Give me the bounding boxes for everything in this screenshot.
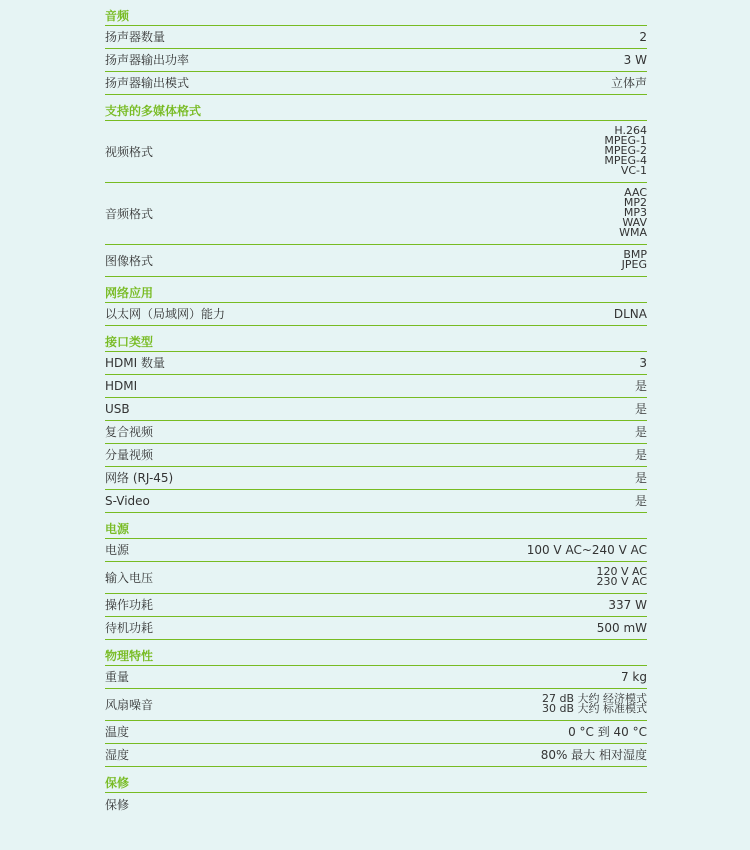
- spec-value: [542, 694, 647, 714]
- spec-value-line: 100 V AC~240 V AC: [526, 543, 647, 557]
- spec-label: 视频格式: [105, 144, 154, 159]
- spec-value: [639, 352, 647, 374]
- spec-row: [105, 245, 647, 277]
- spec-row: [105, 421, 647, 444]
- spec-label: 分量视频: [105, 448, 154, 462]
- spec-value: [635, 398, 647, 420]
- spec-value: [635, 421, 647, 443]
- spec-value: [611, 72, 647, 94]
- spec-label: 湿度: [105, 748, 130, 762]
- spec-value-line: 230 V AC: [596, 575, 647, 588]
- spec-value: [635, 490, 647, 512]
- spec-row: [105, 72, 647, 95]
- spec-label: 扬声器输出模式: [105, 76, 190, 90]
- spec-label: 操作功耗: [105, 598, 154, 612]
- spec-label: 扬声器输出功率: [105, 53, 190, 67]
- spec-value-line: H.264: [614, 124, 647, 137]
- spec-value-line: 是: [634, 448, 647, 462]
- spec-value: [604, 126, 647, 176]
- spec-value-line: 30 dB 大约 标准模式: [541, 702, 647, 715]
- spec-value-line: 7 kg: [620, 670, 647, 684]
- spec-row: [105, 375, 647, 398]
- spec-row: [105, 121, 647, 183]
- spec-value-line: MP2: [623, 196, 647, 209]
- spec-row: [105, 303, 647, 326]
- spec-value-line: BMP: [623, 248, 647, 261]
- spec-value-line: WMA: [619, 226, 647, 239]
- spec-value-line: 是: [634, 494, 647, 508]
- spec-row: [105, 49, 647, 72]
- spec-value-line: 80% 最大 相对湿度: [540, 748, 647, 762]
- spec-value: [635, 467, 647, 489]
- spec-value-line: 是: [634, 425, 647, 439]
- spec-value-line: VC-1: [620, 164, 647, 177]
- spec-value: [639, 26, 647, 48]
- spec-label: HDMI: [105, 379, 138, 393]
- section-title: 物理特性: [105, 640, 647, 666]
- spec-row: [105, 444, 647, 467]
- spec-value-line: MPEG-1: [604, 134, 647, 147]
- spec-value-line: 是: [634, 471, 647, 485]
- spec-value: [608, 594, 647, 616]
- spec-value-line: MPEG-2: [604, 144, 647, 157]
- spec-value-line: 27 dB 大约 经济模式: [541, 692, 647, 705]
- spec-value-line: 2: [639, 30, 647, 44]
- spec-label: 温度: [105, 725, 130, 739]
- spec-value-line: 120 V AC: [596, 565, 647, 578]
- spec-value: [614, 303, 647, 325]
- spec-row: [105, 490, 647, 513]
- spec-value-line: AAC: [624, 186, 647, 199]
- spec-value-line: MPEG-4: [604, 154, 647, 167]
- spec-row: [105, 617, 647, 640]
- section-title: 电源: [105, 513, 647, 539]
- section-title: 网络应用: [105, 277, 647, 303]
- spec-label: 音频格式: [105, 206, 154, 221]
- spec-value-line: 3: [639, 356, 647, 370]
- spec-value: [624, 49, 647, 71]
- spec-value-line: MP3: [623, 206, 647, 219]
- spec-label: 待机功耗: [105, 621, 154, 635]
- spec-value: [541, 744, 647, 766]
- spec-row: [105, 666, 647, 689]
- spec-value-line: 3 W: [623, 53, 647, 67]
- spec-value: [619, 188, 647, 238]
- spec-label: 风扇噪音: [105, 697, 154, 712]
- spec-value: [635, 444, 647, 466]
- spec-value-line: 是: [634, 402, 647, 416]
- spec-value-line: JPEG: [621, 258, 647, 271]
- spec-row: [105, 594, 647, 617]
- spec-value: [568, 721, 647, 743]
- spec-value: [596, 567, 647, 587]
- spec-row: [105, 467, 647, 490]
- section-title: 音频: [105, 0, 647, 26]
- spec-row: [105, 398, 647, 421]
- spec-value-line: 337 W: [608, 598, 647, 612]
- spec-value-line: 是: [634, 379, 647, 393]
- spec-value-line: WAV: [622, 216, 647, 229]
- spec-value-line: 立体声: [610, 76, 647, 90]
- spec-label: 图像格式: [105, 253, 154, 268]
- spec-row: [105, 793, 647, 816]
- section-title: 接口类型: [105, 326, 647, 352]
- spec-label: 扬声器数量: [105, 30, 166, 44]
- spec-row: [105, 562, 647, 594]
- spec-label: USB: [105, 402, 130, 416]
- spec-label: 保修: [105, 797, 130, 812]
- spec-table: [105, 0, 647, 816]
- spec-value: [635, 375, 647, 397]
- spec-value-line: DLNA: [613, 307, 647, 321]
- spec-value-line: 500 mW: [596, 621, 647, 635]
- spec-label: 网络 (RJ-45): [105, 471, 174, 485]
- spec-label: 复合视频: [105, 425, 154, 439]
- spec-label: HDMI 数量: [105, 356, 165, 370]
- spec-label: 电源: [105, 543, 130, 557]
- spec-value: [597, 617, 647, 639]
- spec-value: [622, 250, 647, 270]
- spec-row: [105, 539, 647, 562]
- spec-row: [105, 744, 647, 767]
- section-title: 保修: [105, 767, 647, 793]
- spec-row: [105, 352, 647, 375]
- spec-row: [105, 689, 647, 721]
- spec-label: 以太网（局域网）能力: [105, 307, 226, 321]
- section-title: 支持的多媒体格式: [105, 95, 647, 121]
- spec-value-line: 0 °C 到 40 °C: [568, 725, 647, 739]
- spec-value: [621, 666, 647, 688]
- spec-label: 输入电压: [105, 570, 154, 585]
- spec-row: [105, 721, 647, 744]
- spec-row: [105, 26, 647, 49]
- spec-label: S-Video: [105, 494, 150, 508]
- spec-value: [527, 539, 647, 561]
- spec-label: 重量: [105, 670, 130, 684]
- spec-row: [105, 183, 647, 245]
